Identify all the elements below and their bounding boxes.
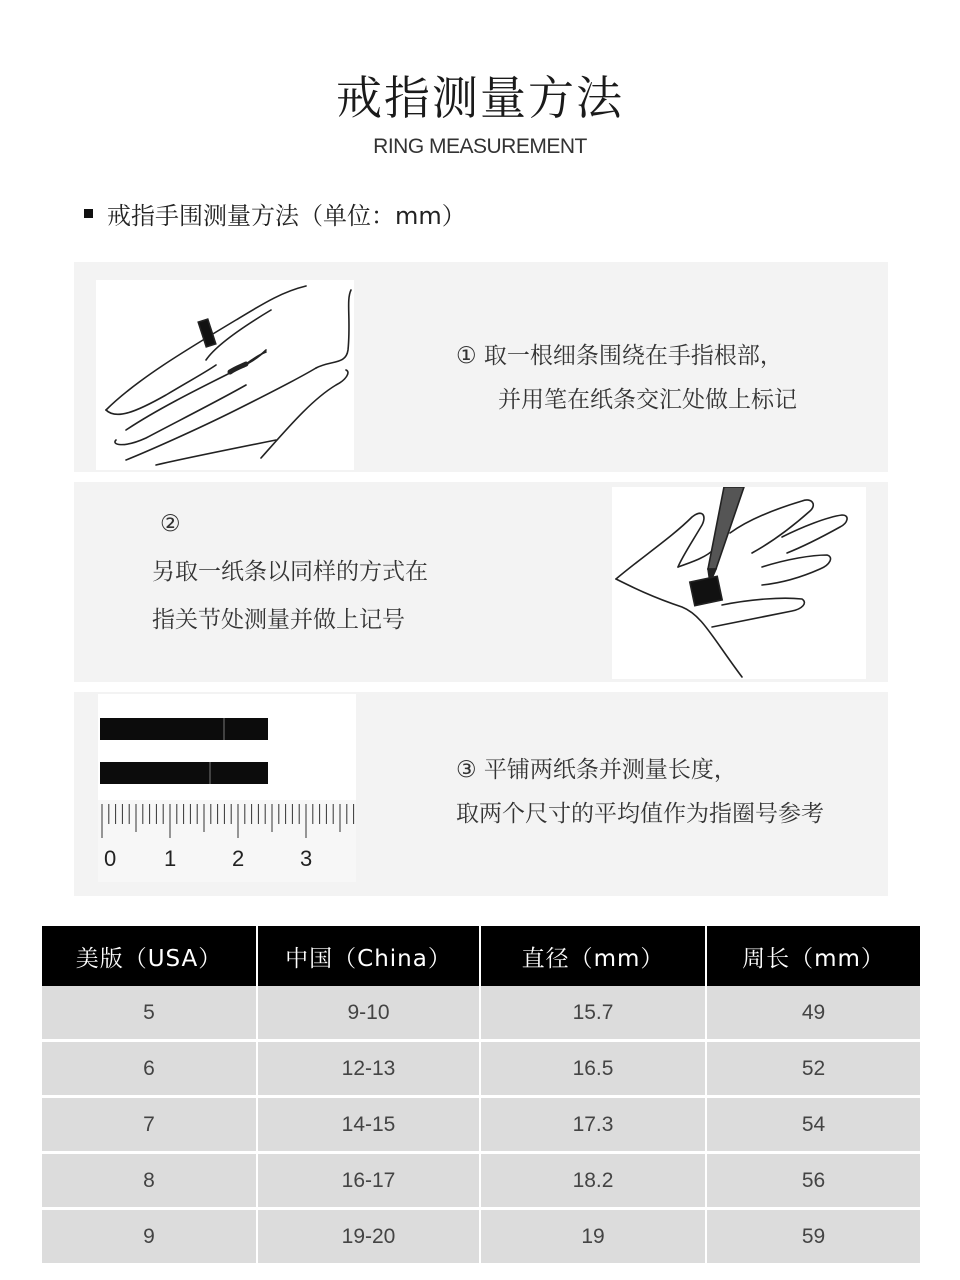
cell-diameter: 16.5 (480, 1041, 706, 1097)
step-3-text (456, 748, 824, 836)
step-2-line-1: 另取一纸条以同样的方式在 (152, 559, 428, 585)
cell-usa: 9 (42, 1209, 257, 1265)
cell-usa: 8 (42, 1153, 257, 1209)
page-title: 戒指测量方法 (336, 71, 624, 125)
hand-pen-mark-illustration (612, 487, 866, 679)
cell-circumference: 59 (706, 1209, 920, 1265)
step-3-line-1: ③ 平铺两纸条并测量长度， (456, 757, 737, 783)
step-2-line-2: 指关节处测量并做上记号 (152, 607, 405, 633)
cell-china: 9-10 (257, 986, 480, 1041)
cell-usa: 6 (42, 1041, 257, 1097)
cell-diameter: 19 (480, 1209, 706, 1265)
step-2-text (152, 500, 428, 644)
ruler-label-2: 2 (232, 846, 245, 871)
cell-china: 16-17 (257, 1153, 480, 1209)
step-3-line-2: 取两个尺寸的平均值作为指圈号参考 (456, 801, 824, 827)
cell-circumference: 52 (706, 1041, 920, 1097)
cell-diameter: 17.3 (480, 1097, 706, 1153)
ruler-svg (98, 694, 356, 882)
cell-china: 12-13 (257, 1041, 480, 1097)
table-row (42, 1209, 920, 1265)
cell-china: 19-20 (257, 1209, 480, 1265)
table-header-row (42, 926, 920, 986)
step-2-number: ② (160, 511, 181, 537)
table-row (42, 986, 920, 1041)
hand-wrap-illustration (96, 280, 354, 470)
header-usa: 美版（USA） (42, 926, 257, 986)
cell-circumference: 54 (706, 1097, 920, 1153)
cell-diameter: 18.2 (480, 1153, 706, 1209)
step-3-panel (74, 692, 888, 896)
cell-usa: 5 (42, 986, 257, 1041)
header-circumference: 周长（mm） (706, 926, 920, 986)
step-2-panel (74, 482, 888, 682)
section-heading-text: 戒指手围测量方法（单位：mm） (107, 202, 466, 230)
header-china: 中国（China） (257, 926, 480, 986)
cell-circumference: 49 (706, 986, 920, 1041)
step-1-text (456, 334, 797, 422)
table-row (42, 1041, 920, 1097)
paper-strips-ruler-illustration (98, 694, 356, 882)
table-row (42, 1097, 920, 1153)
step-1-line-2: 并用笔在纸条交汇处做上标记 (498, 387, 797, 413)
square-bullet-icon (84, 209, 93, 218)
page-subtitle: RING MEASUREMENT (373, 135, 587, 158)
cell-diameter: 15.7 (480, 986, 706, 1041)
ruler-label-0: 0 (104, 846, 117, 871)
cell-china: 14-15 (257, 1097, 480, 1153)
ring-size-table (42, 926, 920, 1266)
cell-circumference: 56 (706, 1153, 920, 1209)
step-1-line-1: ① 取一根细条围绕在手指根部， (456, 343, 783, 369)
ruler-label-3: 3 (300, 846, 313, 871)
step-1-panel (74, 262, 888, 472)
table-row (42, 1153, 920, 1209)
section-heading (84, 196, 466, 231)
header-diameter: 直径（mm） (480, 926, 706, 986)
ruler-label-1: 1 (164, 846, 177, 871)
cell-usa: 7 (42, 1097, 257, 1153)
